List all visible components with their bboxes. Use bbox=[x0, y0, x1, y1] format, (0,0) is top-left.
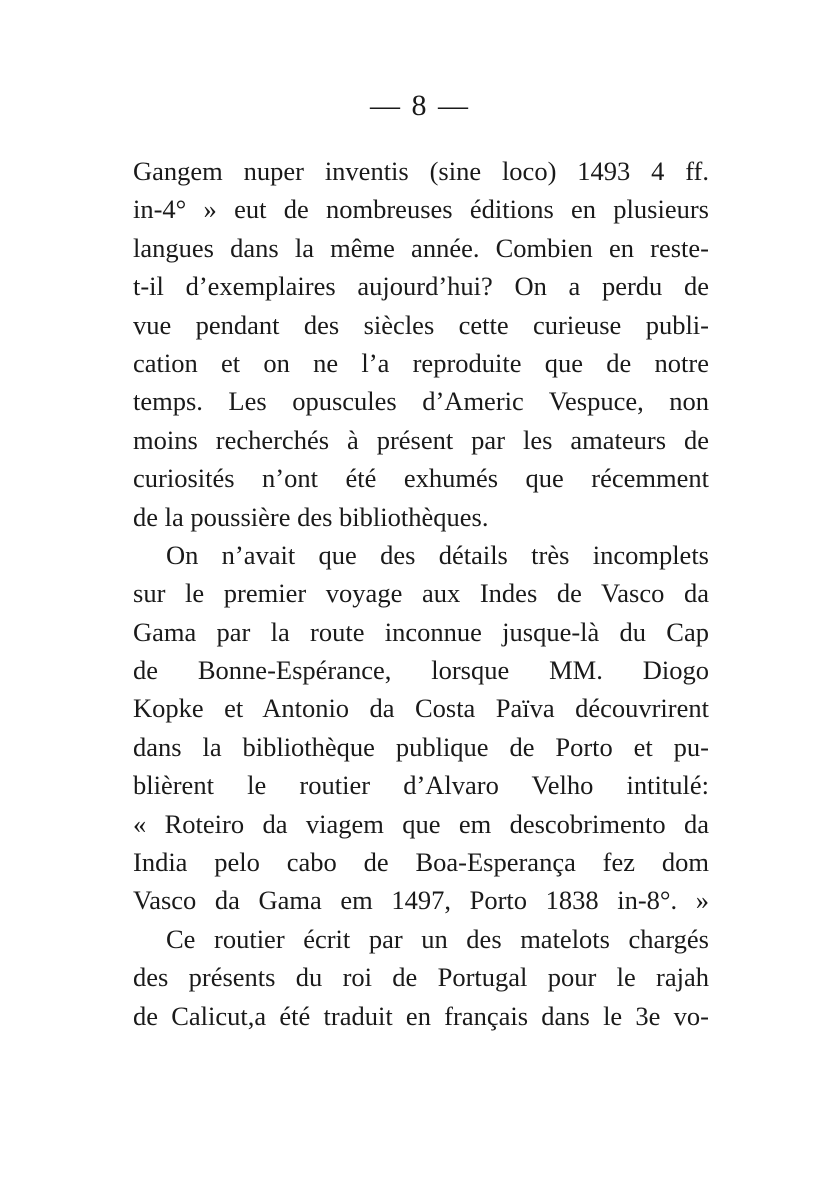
text-line: t-il d’exemplaires aujourd’hui? On a perdu de bbox=[133, 271, 709, 302]
text-line: Gama par la route inconnue jusque-là du Cap bbox=[133, 616, 709, 647]
paragraph-end-line: de la poussière des bibliothèques. bbox=[133, 501, 489, 532]
paragraph-start-line: Ce routier écrit par un des matelots chargés bbox=[166, 923, 709, 954]
page-number: — 8 — bbox=[370, 89, 470, 122]
paragraph-end-line: Vasco da Gama em 1497, Porto 1838 in-8°. » bbox=[133, 885, 709, 916]
text-line: in-4° » eut de nombreuses éditions en plusieurs bbox=[133, 194, 709, 225]
text-line: langues dans la même année. Combien en reste- bbox=[133, 232, 709, 263]
text-line: curiosités n’ont été exhumés que récemment bbox=[133, 463, 709, 494]
text-line: dans la bibliothèque publique de Porto et pu- bbox=[133, 731, 709, 762]
text-line: temps. Les opuscules d’Americ Vespuce, non bbox=[133, 386, 709, 417]
text-line: de Calicut,a été traduit en français dans le 3e vo- bbox=[133, 1000, 709, 1031]
paragraph-start-line: On n’avait que des détails très incomplets bbox=[166, 539, 709, 570]
text-line: India pelo cabo de Boa-Esperança fez dom bbox=[133, 847, 709, 878]
text-line: des présents du roi de Portugal pour le rajah bbox=[133, 962, 709, 993]
text-line: vue pendant des siècles cette curieuse publi- bbox=[133, 309, 709, 340]
text-line: Gangem nuper inventis (sine loco) 1493 4 ff. bbox=[133, 156, 709, 186]
text-line: Kopke et Antonio da Costa Païva découvrirent bbox=[133, 693, 709, 724]
text-line: moins recherchés à présent par les amateurs de bbox=[133, 424, 709, 455]
text-line: sur le premier voyage aux Indes de Vasco da bbox=[133, 578, 709, 609]
text-line: blièrent le routier d’Alvaro Velho intitulé: bbox=[133, 770, 709, 801]
text-line: cation et on ne l’a reproduite que de notre bbox=[133, 347, 709, 378]
text-line: de Bonne-Espérance, lorsque MM. Diogo bbox=[133, 655, 709, 686]
body-text bbox=[133, 152, 709, 1035]
text-line: « Roteiro da viagem que em descobrimento da bbox=[133, 808, 709, 839]
